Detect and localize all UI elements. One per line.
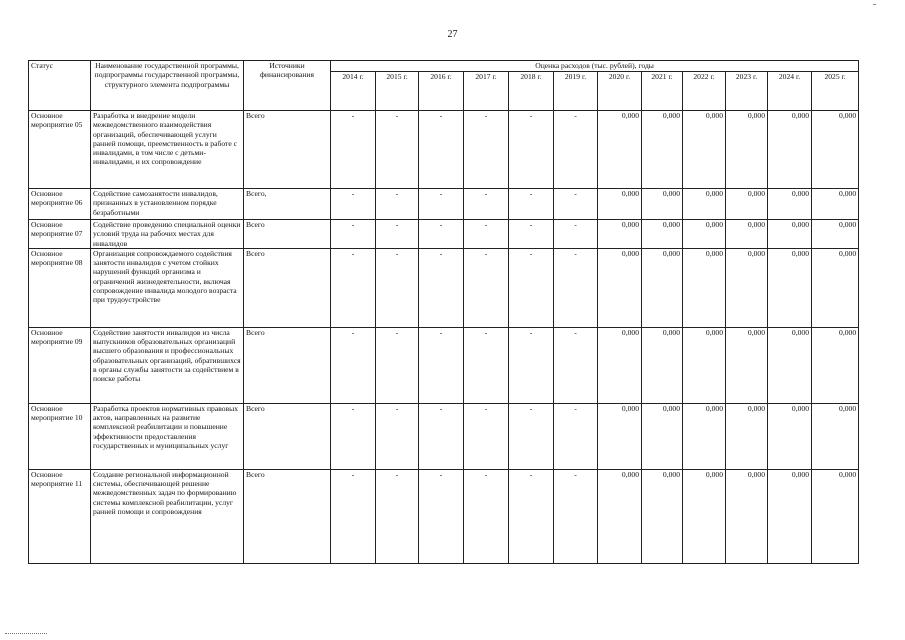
expense-value-cell: - xyxy=(554,111,598,189)
header-year: 2022 г. xyxy=(683,72,726,111)
expense-value-cell: - xyxy=(554,469,598,563)
expense-value-cell: - xyxy=(331,469,376,563)
header-year: 2018 г. xyxy=(509,72,554,111)
status-cell: Основное мероприятие 11 xyxy=(29,469,91,563)
expense-value-cell: - xyxy=(331,220,376,249)
table-row xyxy=(29,248,859,327)
status-cell: Основное мероприятие 08 xyxy=(29,248,91,327)
expense-value-cell: 0,000 xyxy=(726,469,768,563)
expense-value-cell: 0,000 xyxy=(598,403,642,469)
measure-name-cell: Создание региональной информационной системы, обеспечивающей решение межведомственных задач по формированию системы комплексной реабилитации, услуг ранней помощи и сопровождения xyxy=(91,469,244,563)
table-row xyxy=(29,220,859,249)
header-year: 2015 г. xyxy=(376,72,419,111)
funding-source-cell: Всего xyxy=(244,403,331,469)
header-year: 2019 г. xyxy=(554,72,598,111)
expense-value-cell: - xyxy=(376,111,419,189)
header-year: 2023 г. xyxy=(726,72,768,111)
expense-value-cell: 0,000 xyxy=(726,248,768,327)
expense-value-cell: - xyxy=(331,111,376,189)
header-status: Статус xyxy=(29,61,91,111)
funding-source-cell: Всего xyxy=(244,327,331,403)
funding-source-cell: Всего xyxy=(244,248,331,327)
expense-value-cell: 0,000 xyxy=(683,220,726,249)
expense-value-cell: - xyxy=(419,189,464,220)
expense-value-cell: 0,000 xyxy=(812,220,859,249)
expense-value-cell: - xyxy=(464,469,509,563)
expense-value-cell: 0,000 xyxy=(768,248,812,327)
expense-value-cell: 0,000 xyxy=(683,248,726,327)
expense-value-cell: - xyxy=(419,111,464,189)
table-row xyxy=(29,111,859,189)
expense-value-cell: - xyxy=(554,189,598,220)
expense-value-cell: - xyxy=(509,189,554,220)
expense-value-cell: 0,000 xyxy=(642,403,683,469)
header-year: 2021 г. xyxy=(642,72,683,111)
expense-value-cell: 0,000 xyxy=(642,111,683,189)
expense-value-cell: - xyxy=(376,327,419,403)
expense-value-cell: 0,000 xyxy=(683,403,726,469)
expense-value-cell: 0,000 xyxy=(726,403,768,469)
header-estimate: Оценка расходов (тыс. рублей), годы xyxy=(331,61,859,72)
table-row xyxy=(29,469,859,563)
expense-value-cell: 0,000 xyxy=(768,220,812,249)
expense-value-cell: - xyxy=(419,469,464,563)
expense-value-cell: 0,000 xyxy=(598,220,642,249)
status-cell: Основное мероприятие 09 xyxy=(29,327,91,403)
expense-value-cell: 0,000 xyxy=(726,111,768,189)
expense-value-cell: - xyxy=(509,327,554,403)
expense-value-cell: - xyxy=(419,403,464,469)
expense-value-cell: - xyxy=(554,403,598,469)
expense-value-cell: - xyxy=(419,327,464,403)
funding-source-cell: Всего, xyxy=(244,189,331,220)
expense-estimate-table xyxy=(28,60,859,564)
measure-name-cell: Организация сопровождаемого содействия занятости инвалидов с учетом стойких нарушений функций организма и ограничений жизнедеятельности, включая сопровождение инвалида молодого возраста при трудоустройстве xyxy=(91,248,244,327)
expense-value-cell: - xyxy=(376,248,419,327)
expense-value-cell: 0,000 xyxy=(726,327,768,403)
measure-name-cell: Разработка и внедрение модели межведомственного взаимодействия организаций, обеспечивающей услуги ранней помощи, преемственность в работе с инвалидами, в том числе с детьми-инвалидами, и их сопровождение xyxy=(91,111,244,189)
measure-name-cell: Содействие самозанятости инвалидов, признанных в установленном порядке безработными xyxy=(91,189,244,220)
scan-edge-mark xyxy=(5,633,47,635)
expense-value-cell: 0,000 xyxy=(642,220,683,249)
table-row xyxy=(29,189,859,220)
expense-value-cell: 0,000 xyxy=(812,327,859,403)
expense-value-cell: - xyxy=(464,189,509,220)
expense-value-cell: - xyxy=(331,327,376,403)
expense-value-cell: 0,000 xyxy=(642,469,683,563)
expense-value-cell: - xyxy=(331,189,376,220)
measure-name-cell: Содействие занятости инвалидов из числа выпускников образовательных организаций высшего образования и профессиональных образовательных организаций, обратившихся в органы службы занятости за содействием в поиске работы xyxy=(91,327,244,403)
expense-value-cell: 0,000 xyxy=(768,469,812,563)
header-year: 2020 г. xyxy=(598,72,642,111)
header-year: 2025 г. xyxy=(812,72,859,111)
expense-value-cell: - xyxy=(464,403,509,469)
expense-value-cell: - xyxy=(376,189,419,220)
status-cell: Основное мероприятие 07 xyxy=(29,220,91,249)
expense-value-cell: 0,000 xyxy=(726,189,768,220)
header-row-top xyxy=(29,61,859,72)
expense-value-cell: - xyxy=(554,327,598,403)
expense-value-cell: 0,000 xyxy=(598,189,642,220)
expense-value-cell: 0,000 xyxy=(812,189,859,220)
header-year: 2017 г. xyxy=(464,72,509,111)
expense-value-cell: - xyxy=(464,111,509,189)
expense-value-cell: 0,000 xyxy=(642,189,683,220)
expense-value-cell: 0,000 xyxy=(726,220,768,249)
expense-value-cell: 0,000 xyxy=(768,403,812,469)
expense-value-cell: - xyxy=(509,220,554,249)
header-year: 2014 г. xyxy=(331,72,376,111)
expense-value-cell: - xyxy=(509,469,554,563)
expense-value-cell: 0,000 xyxy=(812,469,859,563)
header-year: 2024 г. xyxy=(768,72,812,111)
measure-name-cell: Содействие проведению специальной оценки условий труда на рабочих местах для инвалидов xyxy=(91,220,244,249)
table-body xyxy=(29,111,859,564)
expense-value-cell: - xyxy=(376,469,419,563)
table-row xyxy=(29,327,859,403)
expense-value-cell: 0,000 xyxy=(768,327,812,403)
expense-value-cell: 0,000 xyxy=(642,248,683,327)
expense-value-cell: - xyxy=(464,248,509,327)
status-cell: Основное мероприятие 06 xyxy=(29,189,91,220)
expense-value-cell: - xyxy=(419,220,464,249)
expense-value-cell: - xyxy=(554,220,598,249)
expense-value-cell: 0,000 xyxy=(683,111,726,189)
expense-value-cell: 0,000 xyxy=(812,248,859,327)
expense-value-cell: 0,000 xyxy=(598,248,642,327)
expense-value-cell: - xyxy=(509,111,554,189)
expense-value-cell: 0,000 xyxy=(812,111,859,189)
expense-value-cell: 0,000 xyxy=(683,469,726,563)
funding-source-cell: Всего xyxy=(244,469,331,563)
expense-value-cell: - xyxy=(419,248,464,327)
expense-value-cell: 0,000 xyxy=(642,327,683,403)
expense-value-cell: 0,000 xyxy=(598,111,642,189)
expense-value-cell: 0,000 xyxy=(768,111,812,189)
expense-value-cell: 0,000 xyxy=(812,403,859,469)
expense-value-cell: 0,000 xyxy=(598,469,642,563)
measure-name-cell: Разработка проектов нормативных правовых актов, направленных на развитие комплексной реабилитации и повышение эффективности предоставления государственных и муниципальных услуг xyxy=(91,403,244,469)
status-cell: Основное мероприятие 10 xyxy=(29,403,91,469)
page-number: 27 xyxy=(447,29,458,40)
expense-value-cell: 0,000 xyxy=(683,327,726,403)
expense-value-cell: 0,000 xyxy=(683,189,726,220)
expense-value-cell: 0,000 xyxy=(768,189,812,220)
scan-corner-mark xyxy=(873,4,876,5)
expense-value-cell: - xyxy=(464,220,509,249)
expense-value-cell: - xyxy=(331,403,376,469)
funding-source-cell: Всего xyxy=(244,111,331,189)
table-row xyxy=(29,403,859,469)
status-cell: Основное мероприятие 05 xyxy=(29,111,91,189)
expense-value-cell: 0,000 xyxy=(598,327,642,403)
expense-value-cell: - xyxy=(331,248,376,327)
expense-value-cell: - xyxy=(554,248,598,327)
expense-value-cell: - xyxy=(509,403,554,469)
header-name: Наименование государственной программы, подпрограммы государственной программы, структурного элемента подпрограммы xyxy=(91,61,244,111)
header-source: Источники финансирования xyxy=(244,61,331,111)
header-year: 2016 г. xyxy=(419,72,464,111)
expense-value-cell: - xyxy=(509,248,554,327)
expense-value-cell: - xyxy=(464,327,509,403)
expense-value-cell: - xyxy=(376,220,419,249)
expense-value-cell: - xyxy=(376,403,419,469)
funding-source-cell: Всего xyxy=(244,220,331,249)
